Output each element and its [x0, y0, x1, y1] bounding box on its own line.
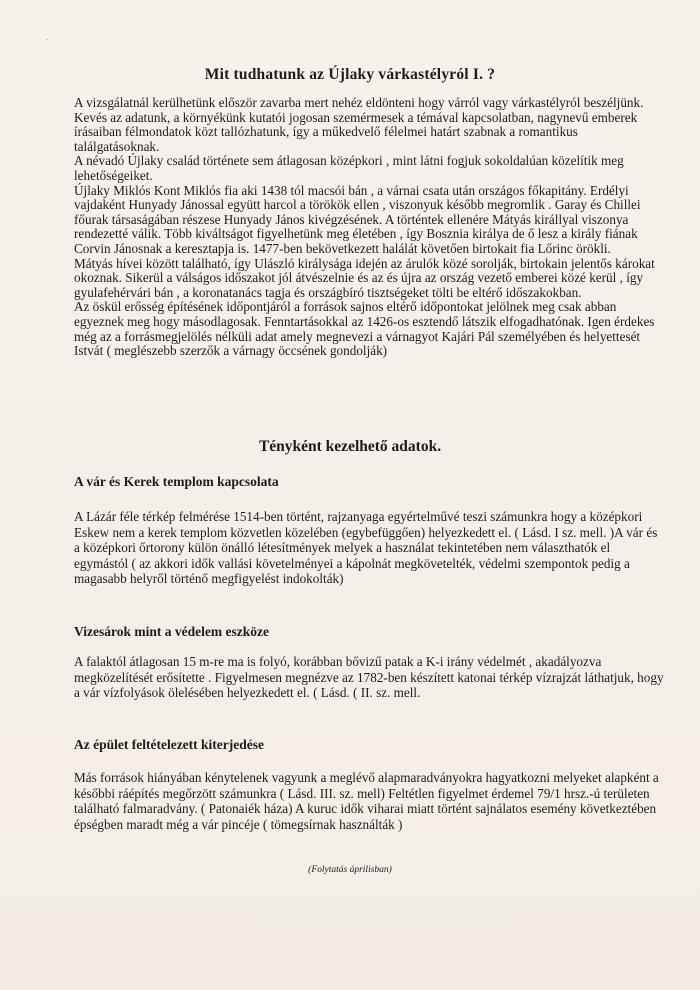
- continuation-note: (Folytatás áprilisban): [308, 865, 392, 875]
- document-title: Mit tudhatunk az Újlaky várkastélyról I. ?: [204, 66, 496, 83]
- section-paragraph: A Lázár féle térkép felmérése 1514-ben történt, rajzanyaga egyértelművé teszi számunkra hogy a középkori Eskew nem a kerek templom közvetlen közelében (egybefüggően) helyezkedett el. ( Lásd. I sz. mell. )A vár és a középkori őrtorony külön önálló létesítmények melyek a használat tekintetében nem választhatók el egymástól ( az akkori idők vallási követelményei a kápolnát megkövetelték, védelmi szempontok pedig a magasabb helyről történő megfigyelést indokolták): [74, 509, 658, 587]
- section-paragraph: A falaktól átlagosan 15 m-re ma is folyó, korábban bővizű patak a K-i irány védelmét , akadályozva megközelítését erősítette . Figyelmesen megnézve az 1782-ben készített katonai térkép vízrajzát láthatjuk, hogy a vár vízfolyások ölelésében helyezkedett el. ( Lásd. ( II. sz. mell.: [74, 654, 664, 701]
- section-heading-moat: Vizesárok mint a védelem eszköze: [74, 624, 269, 639]
- section-text-extent: [74, 770, 666, 832]
- section-heading-castle-church: A vár és Kerek templom kapcsolata: [74, 474, 279, 489]
- intro-paragraph-1: A vizsgálatnál kerülhetünk először zavarba mert nehéz eldönteni hogy várról vagy várkastélyról beszéljünk. Kevés az adatunk, a környékünk kutatói jogosan szemérmesek a témával kapcsolatban, nagynevű emberek írásaiban félmondatok közt tallózhatunk, így a műkedvelő félelmei határt szabnak a romantikus találgatásoknak.: [74, 95, 644, 154]
- intro-paragraph-2: A névadó Újlaky család története sem átlagosan középkori , mint látni fogjuk sokoldalúan közelítik meg lehetőségeiket.: [74, 153, 624, 183]
- section-heading-extent: Az épület feltételezett kiterjedése: [74, 737, 265, 752]
- intro-paragraph-4: Mátyás hívei között található, így Ulászló királysága idején az árulók közé sorolják, birtokain jelentős károkat okoznak. Sikerül a válságos időszakot jól átvészelnie és az és újra az ország vezető emberei közé kerül , így gyulafehérvári bán , a koronatanács tagja és országbíró tisztségeket tölti be eltérő időszakokban.: [74, 255, 655, 300]
- section-text-moat: [74, 654, 666, 701]
- section-text-castle-church: [74, 509, 666, 587]
- corner-mark: -: [46, 34, 49, 44]
- intro-paragraph-5: Az öskül erősség építésének időpontjáról a források sajnos eltérő időpontokat jelölnek meg csak abban egyeznek meg hogy másodlagosak. Fenntartásokkal az 1426-os esztendő látszik elfogadhatónak. Igen érdekes még az a forrásmegjelölés nélküli adat amely megnevezi a várnagyot Kajári Pál személyében és helyettesét Istvát ( meglészebb szerzők a várnagy öccsének gondolják): [74, 299, 655, 359]
- section-title: Tényként kezelhető adatok.: [258, 438, 442, 455]
- intro-paragraph-3: Újlaky Miklós Kont Miklós fia aki 1438 tól macsói bán , a várnai csata után országos főkapitány. Erdélyi vajdaként Hunyady Jánossal együtt harcol a törökök ellen , viszonyuk később megromlik . Garay és Chillei főurak társaságában részese Hunyady János kivégzésének. A történtek ellenére Mátyás királlyal viszonya rendezetté válik. Több kiváltságot figyelhetünk meg életében , így Bosznia királya de ő lesz a király fiának Corvin Jánosnak a keresztapja is. 1477-ben bekövetkezett halálát követően birtokait fia Lőrinc örökli.: [74, 182, 641, 256]
- section-paragraph: Más források hiányában kénytelenek vagyunk a meglévő alapmaradványokra hagyatkozni melyeket alapként a későbbi ráépítés megőrzött számunkra ( Lásd. III. sz. mell) Feltétlen figyelmet érdemel 79/1 hrsz.-ú területen található falmaradvány. ( Patonaiék háza) A kuruc idők viharai miatt történt sajnálatos esemény következtében épségben maradt még a vár pincéje ( tömegsírnak használták ): [74, 770, 659, 832]
- intro-text: [74, 96, 666, 359]
